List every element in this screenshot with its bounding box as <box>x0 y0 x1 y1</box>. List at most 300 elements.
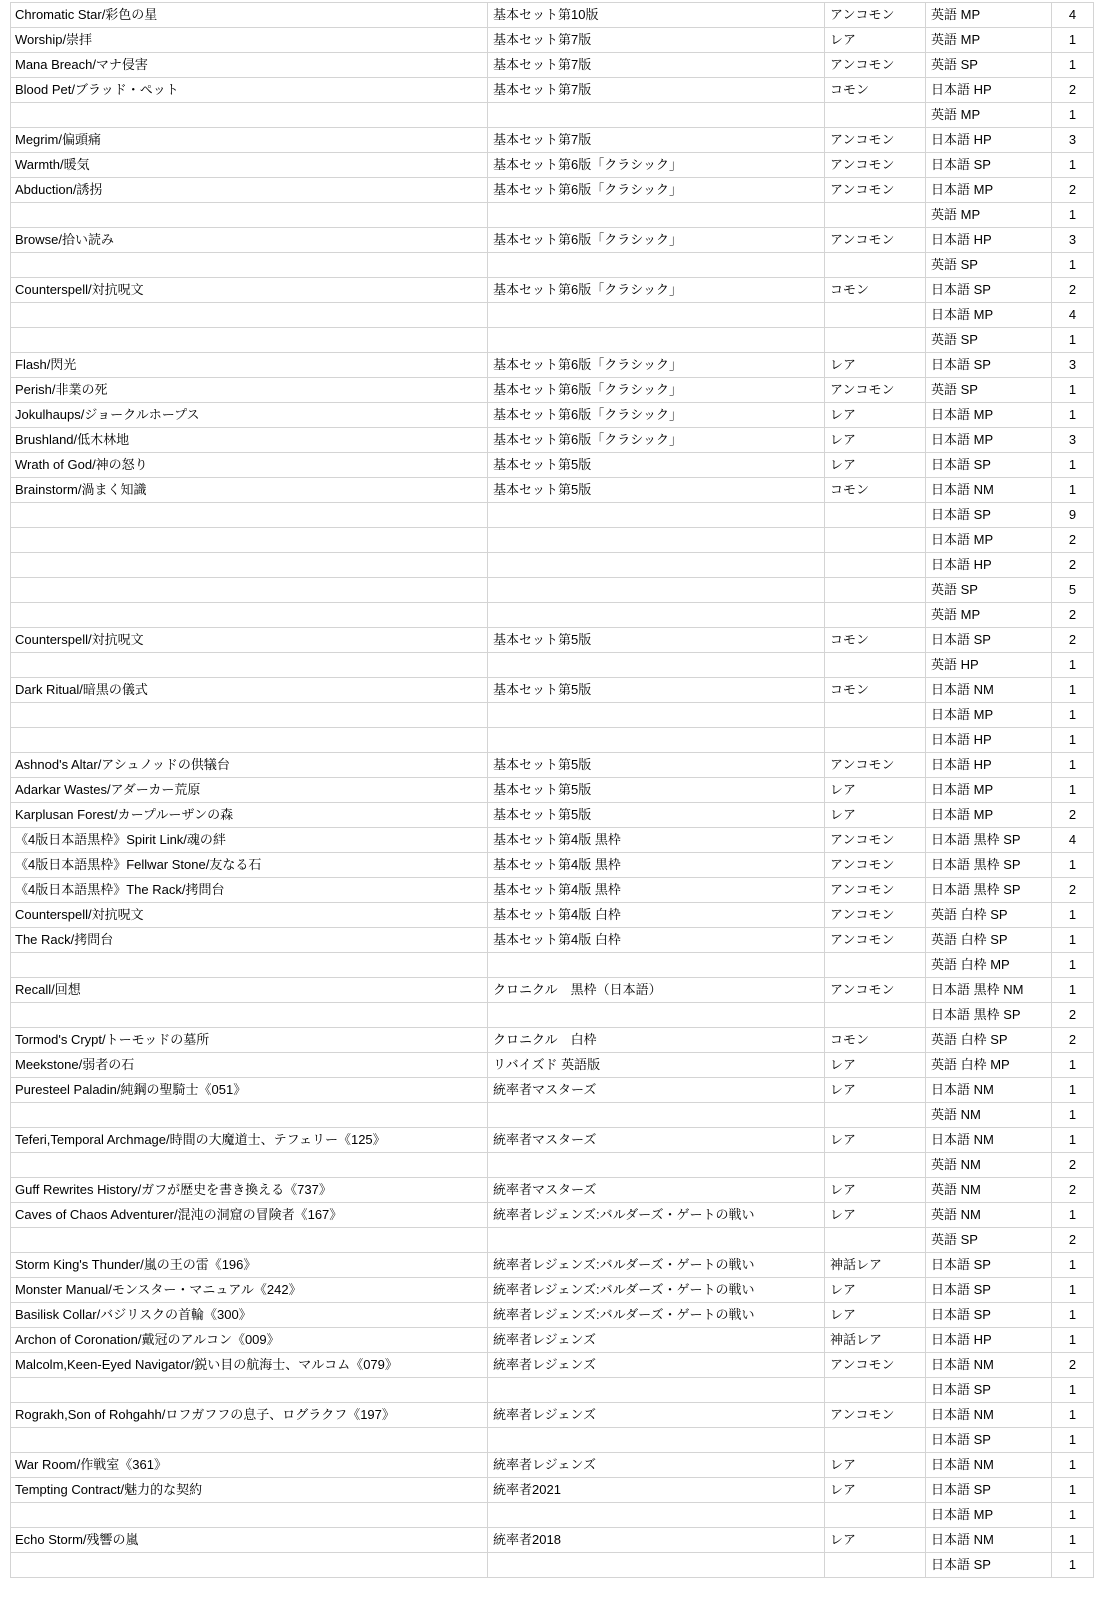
cell-rarity: 神話レア <box>825 1253 926 1278</box>
cell-set-name: 基本セット第4版 黒枠 <box>488 853 825 878</box>
cell-language-condition: 日本語 HP <box>926 553 1052 578</box>
cell-rarity: アンコモン <box>825 228 926 253</box>
cell-rarity: レア <box>825 803 926 828</box>
cell-quantity: 5 <box>1052 578 1094 603</box>
table-row <box>11 1153 1094 1178</box>
cell-rarity <box>825 578 926 603</box>
cell-language-condition: 日本語 HP <box>926 728 1052 753</box>
cell-card-name: Caves of Chaos Adventurer/混沌の洞窟の冒険者《167》 <box>11 1203 488 1228</box>
cell-rarity: レア <box>825 428 926 453</box>
cell-language-condition: 日本語 NM <box>926 678 1052 703</box>
cell-rarity: レア <box>825 1178 926 1203</box>
table-row <box>11 303 1094 328</box>
cell-quantity: 1 <box>1052 453 1094 478</box>
cell-rarity: アンコモン <box>825 1403 926 1428</box>
cell-card-name: 《4版日本語黒枠》The Rack/拷問台 <box>11 878 488 903</box>
cell-set-name <box>488 1228 825 1253</box>
table-row <box>11 1278 1094 1303</box>
cell-card-name: Karplusan Forest/カープルーザンの森 <box>11 803 488 828</box>
cell-rarity <box>825 103 926 128</box>
card-inventory-sheet <box>10 2 1094 1578</box>
cell-card-name <box>11 1103 488 1128</box>
cell-quantity: 2 <box>1052 178 1094 203</box>
cell-set-name: 基本セット第5版 <box>488 453 825 478</box>
cell-language-condition: 日本語 MP <box>926 303 1052 328</box>
cell-language-condition: 日本語 黒枠 NM <box>926 978 1052 1003</box>
cell-quantity: 1 <box>1052 853 1094 878</box>
cell-quantity: 2 <box>1052 1153 1094 1178</box>
cell-card-name <box>11 1553 488 1578</box>
cell-set-name: 基本セット第6版「クラシック」 <box>488 378 825 403</box>
cell-quantity: 1 <box>1052 753 1094 778</box>
cell-card-name <box>11 1153 488 1178</box>
cell-set-name: 統率者レジェンズ <box>488 1453 825 1478</box>
cell-set-name: 統率者2021 <box>488 1478 825 1503</box>
cell-card-name: Worship/崇拝 <box>11 28 488 53</box>
cell-set-name: 基本セット第5版 <box>488 753 825 778</box>
cell-language-condition: 英語 SP <box>926 328 1052 353</box>
cell-language-condition: 英語 NM <box>926 1178 1052 1203</box>
cell-language-condition: 日本語 NM <box>926 1453 1052 1478</box>
cell-language-condition: 日本語 SP <box>926 278 1052 303</box>
cell-card-name: Basilisk Collar/バジリスクの首輪《300》 <box>11 1303 488 1328</box>
cell-set-name: 基本セット第6版「クラシック」 <box>488 228 825 253</box>
cell-quantity: 2 <box>1052 803 1094 828</box>
table-row <box>11 503 1094 528</box>
cell-rarity: レア <box>825 353 926 378</box>
cell-language-condition: 英語 白枠 SP <box>926 928 1052 953</box>
table-row <box>11 153 1094 178</box>
table-row <box>11 428 1094 453</box>
table-row <box>11 803 1094 828</box>
table-row <box>11 1478 1094 1503</box>
cell-card-name: Mana Breach/マナ侵害 <box>11 53 488 78</box>
cell-language-condition: 英語 MP <box>926 103 1052 128</box>
cell-quantity: 1 <box>1052 1453 1094 1478</box>
table-row <box>11 128 1094 153</box>
table-row <box>11 978 1094 1003</box>
cell-card-name: 《4版日本語黒枠》Fellwar Stone/友なる石 <box>11 853 488 878</box>
cell-quantity: 3 <box>1052 128 1094 153</box>
cell-language-condition: 日本語 黒枠 SP <box>926 853 1052 878</box>
cell-language-condition: 英語 白枠 SP <box>926 903 1052 928</box>
cell-card-name: Tempting Contract/魅力的な契約 <box>11 1478 488 1503</box>
cell-rarity: アンコモン <box>825 878 926 903</box>
cell-set-name <box>488 1428 825 1453</box>
cell-language-condition: 日本語 SP <box>926 353 1052 378</box>
cell-language-condition: 日本語 MP <box>926 428 1052 453</box>
cell-card-name <box>11 303 488 328</box>
cell-language-condition: 日本語 SP <box>926 1303 1052 1328</box>
cell-card-name: Dark Ritual/暗黒の儀式 <box>11 678 488 703</box>
table-row <box>11 353 1094 378</box>
cell-language-condition: 日本語 SP <box>926 153 1052 178</box>
cell-language-condition: 日本語 黒枠 SP <box>926 828 1052 853</box>
cell-card-name: Wrath of God/神の怒り <box>11 453 488 478</box>
cell-card-name: Blood Pet/ブラッド・ペット <box>11 78 488 103</box>
cell-card-name <box>11 953 488 978</box>
cell-set-name: 基本セット第6版「クラシック」 <box>488 353 825 378</box>
cell-quantity: 1 <box>1052 978 1094 1003</box>
cell-card-name: Warmth/暖気 <box>11 153 488 178</box>
cell-rarity: レア <box>825 1528 926 1553</box>
cell-rarity: アンコモン <box>825 978 926 1003</box>
cell-rarity: アンコモン <box>825 753 926 778</box>
card-inventory-table <box>10 2 1094 1578</box>
cell-quantity: 1 <box>1052 1553 1094 1578</box>
table-row <box>11 628 1094 653</box>
table-row <box>11 953 1094 978</box>
cell-set-name <box>488 1153 825 1178</box>
cell-language-condition: 日本語 MP <box>926 703 1052 728</box>
cell-set-name: 基本セット第5版 <box>488 678 825 703</box>
cell-rarity: レア <box>825 453 926 478</box>
table-row <box>11 1378 1094 1403</box>
cell-language-condition: 日本語 MP <box>926 528 1052 553</box>
table-row <box>11 78 1094 103</box>
table-row <box>11 1453 1094 1478</box>
cell-rarity: コモン <box>825 478 926 503</box>
cell-rarity: アンコモン <box>825 53 926 78</box>
cell-set-name: 統率者マスターズ <box>488 1128 825 1153</box>
table-row <box>11 328 1094 353</box>
cell-set-name: 基本セット第6版「クラシック」 <box>488 403 825 428</box>
cell-quantity: 1 <box>1052 1253 1094 1278</box>
table-row <box>11 778 1094 803</box>
cell-quantity: 2 <box>1052 1028 1094 1053</box>
cell-set-name <box>488 1003 825 1028</box>
cell-card-name: Counterspell/対抗呪文 <box>11 628 488 653</box>
cell-quantity: 9 <box>1052 503 1094 528</box>
cell-set-name: 統率者マスターズ <box>488 1078 825 1103</box>
cell-rarity: レア <box>825 1053 926 1078</box>
cell-rarity <box>825 728 926 753</box>
cell-language-condition: 英語 白枠 MP <box>926 1053 1052 1078</box>
cell-set-name: クロニクル 白枠 <box>488 1028 825 1053</box>
cell-card-name <box>11 1003 488 1028</box>
cell-rarity: アンコモン <box>825 378 926 403</box>
cell-set-name: 統率者レジェンズ:バルダーズ・ゲートの戦い <box>488 1278 825 1303</box>
cell-set-name <box>488 203 825 228</box>
cell-set-name: 基本セット第4版 白枠 <box>488 928 825 953</box>
table-row <box>11 1503 1094 1528</box>
cell-card-name <box>11 103 488 128</box>
cell-quantity: 2 <box>1052 628 1094 653</box>
cell-set-name: 基本セット第4版 黒枠 <box>488 828 825 853</box>
cell-language-condition: 英語 SP <box>926 53 1052 78</box>
cell-card-name: Malcolm,Keen-Eyed Navigator/鋭い目の航海士、マルコム《079》 <box>11 1353 488 1378</box>
table-row <box>11 1528 1094 1553</box>
cell-language-condition: 英語 MP <box>926 28 1052 53</box>
table-row <box>11 753 1094 778</box>
cell-rarity: レア <box>825 1203 926 1228</box>
cell-set-name: 統率者レジェンズ:バルダーズ・ゲートの戦い <box>488 1303 825 1328</box>
cell-language-condition: 日本語 SP <box>926 1478 1052 1503</box>
cell-language-condition: 日本語 NM <box>926 1353 1052 1378</box>
cell-language-condition: 英語 MP <box>926 3 1052 28</box>
cell-quantity: 1 <box>1052 1428 1094 1453</box>
cell-rarity: アンコモン <box>825 128 926 153</box>
cell-rarity <box>825 653 926 678</box>
cell-rarity: コモン <box>825 1028 926 1053</box>
cell-card-name: Brainstorm/渦まく知識 <box>11 478 488 503</box>
cell-rarity: 神話レア <box>825 1328 926 1353</box>
cell-card-name <box>11 1228 488 1253</box>
cell-card-name: Meekstone/弱者の石 <box>11 1053 488 1078</box>
table-row <box>11 253 1094 278</box>
cell-rarity: レア <box>825 28 926 53</box>
cell-set-name: 基本セット第6版「クラシック」 <box>488 178 825 203</box>
cell-quantity: 1 <box>1052 1303 1094 1328</box>
cell-set-name: 基本セット第7版 <box>488 28 825 53</box>
cell-rarity <box>825 553 926 578</box>
cell-language-condition: 日本語 SP <box>926 1553 1052 1578</box>
cell-card-name <box>11 203 488 228</box>
cell-language-condition: 日本語 MP <box>926 403 1052 428</box>
cell-rarity: レア <box>825 1278 926 1303</box>
cell-card-name: Chromatic Star/彩色の星 <box>11 3 488 28</box>
table-row <box>11 1553 1094 1578</box>
cell-rarity <box>825 253 926 278</box>
cell-language-condition: 日本語 NM <box>926 1128 1052 1153</box>
cell-quantity: 1 <box>1052 678 1094 703</box>
cell-set-name: 統率者マスターズ <box>488 1178 825 1203</box>
cell-language-condition: 日本語 MP <box>926 178 1052 203</box>
cell-quantity: 1 <box>1052 653 1094 678</box>
cell-rarity <box>825 1378 926 1403</box>
cell-card-name <box>11 553 488 578</box>
cell-set-name: 基本セット第7版 <box>488 53 825 78</box>
cell-quantity: 1 <box>1052 1403 1094 1428</box>
cell-rarity <box>825 303 926 328</box>
cell-rarity: アンコモン <box>825 1353 926 1378</box>
table-row <box>11 703 1094 728</box>
cell-rarity <box>825 1503 926 1528</box>
cell-rarity <box>825 603 926 628</box>
cell-language-condition: 日本語 MP <box>926 1503 1052 1528</box>
cell-rarity: レア <box>825 1128 926 1153</box>
cell-card-name: Abduction/誘拐 <box>11 178 488 203</box>
cell-quantity: 1 <box>1052 728 1094 753</box>
cell-set-name <box>488 703 825 728</box>
cell-set-name: 統率者レジェンズ:バルダーズ・ゲートの戦い <box>488 1203 825 1228</box>
table-row <box>11 1303 1094 1328</box>
cell-card-name: Archon of Coronation/戴冠のアルコン《009》 <box>11 1328 488 1353</box>
cell-set-name <box>488 253 825 278</box>
cell-quantity: 2 <box>1052 278 1094 303</box>
cell-set-name: クロニクル 黒枠（日本語） <box>488 978 825 1003</box>
table-row <box>11 28 1094 53</box>
table-row <box>11 678 1094 703</box>
cell-set-name: 基本セット第5版 <box>488 628 825 653</box>
cell-rarity <box>825 328 926 353</box>
cell-language-condition: 日本語 NM <box>926 1403 1052 1428</box>
cell-language-condition: 日本語 HP <box>926 1328 1052 1353</box>
table-row <box>11 53 1094 78</box>
cell-rarity: レア <box>825 1078 926 1103</box>
cell-language-condition: 日本語 MP <box>926 778 1052 803</box>
cell-quantity: 1 <box>1052 1328 1094 1353</box>
table-row <box>11 653 1094 678</box>
cell-card-name: Megrim/偏頭痛 <box>11 128 488 153</box>
table-row <box>11 378 1094 403</box>
cell-rarity: レア <box>825 1453 926 1478</box>
cell-language-condition: 日本語 HP <box>926 78 1052 103</box>
cell-rarity <box>825 1228 926 1253</box>
cell-language-condition: 日本語 NM <box>926 1078 1052 1103</box>
cell-quantity: 3 <box>1052 228 1094 253</box>
table-row <box>11 603 1094 628</box>
cell-rarity <box>825 703 926 728</box>
cell-quantity: 4 <box>1052 3 1094 28</box>
cell-card-name: Puresteel Paladin/純鋼の聖騎士《051》 <box>11 1078 488 1103</box>
cell-set-name: 統率者レジェンズ <box>488 1353 825 1378</box>
cell-language-condition: 日本語 HP <box>926 228 1052 253</box>
cell-card-name: Perish/非業の死 <box>11 378 488 403</box>
table-row <box>11 1403 1094 1428</box>
table-row <box>11 1053 1094 1078</box>
cell-rarity: アンコモン <box>825 903 926 928</box>
cell-rarity: コモン <box>825 678 926 703</box>
table-row <box>11 728 1094 753</box>
cell-set-name: 基本セット第6版「クラシック」 <box>488 428 825 453</box>
cell-language-condition: 日本語 SP <box>926 1253 1052 1278</box>
table-row <box>11 1178 1094 1203</box>
cell-quantity: 1 <box>1052 778 1094 803</box>
cell-language-condition: 英語 SP <box>926 378 1052 403</box>
cell-card-name: Flash/閃光 <box>11 353 488 378</box>
cell-card-name: Monster Manual/モンスター・マニュアル《242》 <box>11 1278 488 1303</box>
cell-rarity: アンコモン <box>825 928 926 953</box>
cell-quantity: 1 <box>1052 153 1094 178</box>
table-row <box>11 278 1094 303</box>
cell-rarity <box>825 1153 926 1178</box>
table-row <box>11 1328 1094 1353</box>
cell-rarity <box>825 1553 926 1578</box>
cell-card-name <box>11 1428 488 1453</box>
cell-language-condition: 日本語 HP <box>926 753 1052 778</box>
table-row <box>11 103 1094 128</box>
cell-quantity: 3 <box>1052 428 1094 453</box>
cell-language-condition: 英語 SP <box>926 253 1052 278</box>
cell-set-name <box>488 303 825 328</box>
table-row <box>11 403 1094 428</box>
table-row <box>11 1028 1094 1053</box>
cell-quantity: 1 <box>1052 203 1094 228</box>
cell-rarity: レア <box>825 403 926 428</box>
cell-card-name <box>11 253 488 278</box>
cell-set-name: 基本セット第4版 黒枠 <box>488 878 825 903</box>
cell-card-name <box>11 503 488 528</box>
table-row <box>11 553 1094 578</box>
cell-set-name <box>488 1103 825 1128</box>
cell-set-name <box>488 653 825 678</box>
cell-quantity: 1 <box>1052 378 1094 403</box>
table-row <box>11 1428 1094 1453</box>
cell-set-name: 基本セット第5版 <box>488 778 825 803</box>
cell-card-name: Tormod's Crypt/トーモッドの墓所 <box>11 1028 488 1053</box>
cell-language-condition: 日本語 SP <box>926 503 1052 528</box>
cell-set-name <box>488 603 825 628</box>
cell-set-name: 基本セット第7版 <box>488 128 825 153</box>
cell-quantity: 3 <box>1052 353 1094 378</box>
cell-quantity: 1 <box>1052 478 1094 503</box>
cell-quantity: 1 <box>1052 1378 1094 1403</box>
cell-rarity: アンコモン <box>825 153 926 178</box>
cell-quantity: 1 <box>1052 1278 1094 1303</box>
cell-card-name: Echo Storm/残響の嵐 <box>11 1528 488 1553</box>
cell-language-condition: 英語 NM <box>926 1203 1052 1228</box>
cell-card-name <box>11 1503 488 1528</box>
cell-rarity <box>825 528 926 553</box>
cell-card-name <box>11 1378 488 1403</box>
cell-card-name <box>11 528 488 553</box>
cell-card-name: Counterspell/対抗呪文 <box>11 278 488 303</box>
cell-quantity: 2 <box>1052 1003 1094 1028</box>
cell-set-name <box>488 528 825 553</box>
cell-language-condition: 英語 白枠 MP <box>926 953 1052 978</box>
cell-card-name <box>11 603 488 628</box>
cell-set-name: 基本セット第5版 <box>488 803 825 828</box>
cell-quantity: 2 <box>1052 78 1094 103</box>
cell-set-name <box>488 728 825 753</box>
cell-set-name <box>488 578 825 603</box>
cell-card-name <box>11 578 488 603</box>
table-row <box>11 528 1094 553</box>
table-row <box>11 828 1094 853</box>
cell-rarity <box>825 1003 926 1028</box>
table-row <box>11 878 1094 903</box>
cell-set-name: 統率者レジェンズ <box>488 1328 825 1353</box>
cell-card-name <box>11 728 488 753</box>
cell-card-name: Adarkar Wastes/アダーカー荒原 <box>11 778 488 803</box>
table-row <box>11 228 1094 253</box>
cell-quantity: 1 <box>1052 53 1094 78</box>
cell-card-name: Recall/回想 <box>11 978 488 1003</box>
table-body <box>11 3 1094 1578</box>
cell-language-condition: 英語 HP <box>926 653 1052 678</box>
cell-rarity <box>825 1103 926 1128</box>
cell-language-condition: 日本語 SP <box>926 453 1052 478</box>
cell-language-condition: 日本語 NM <box>926 1528 1052 1553</box>
cell-set-name <box>488 103 825 128</box>
cell-set-name <box>488 1553 825 1578</box>
cell-quantity: 1 <box>1052 1103 1094 1128</box>
cell-language-condition: 英語 NM <box>926 1103 1052 1128</box>
table-row <box>11 453 1094 478</box>
cell-quantity: 1 <box>1052 703 1094 728</box>
cell-quantity: 1 <box>1052 1528 1094 1553</box>
cell-quantity: 1 <box>1052 1503 1094 1528</box>
cell-card-name: Rograkh,Son of Rohgahh/ロフガフフの息子、ログラクフ《197》 <box>11 1403 488 1428</box>
cell-language-condition: 日本語 SP <box>926 1378 1052 1403</box>
cell-rarity: レア <box>825 1303 926 1328</box>
cell-quantity: 4 <box>1052 828 1094 853</box>
cell-quantity: 1 <box>1052 928 1094 953</box>
cell-language-condition: 英語 MP <box>926 203 1052 228</box>
table-row <box>11 3 1094 28</box>
cell-card-name: Counterspell/対抗呪文 <box>11 903 488 928</box>
table-row <box>11 203 1094 228</box>
cell-set-name: 基本セット第7版 <box>488 78 825 103</box>
cell-set-name <box>488 553 825 578</box>
cell-card-name: Teferi,Temporal Archmage/時間の大魔道士、テフェリー《125》 <box>11 1128 488 1153</box>
cell-set-name: 統率者レジェンズ:バルダーズ・ゲートの戦い <box>488 1253 825 1278</box>
cell-quantity: 2 <box>1052 553 1094 578</box>
cell-quantity: 1 <box>1052 1128 1094 1153</box>
table-row <box>11 928 1094 953</box>
cell-set-name <box>488 1378 825 1403</box>
